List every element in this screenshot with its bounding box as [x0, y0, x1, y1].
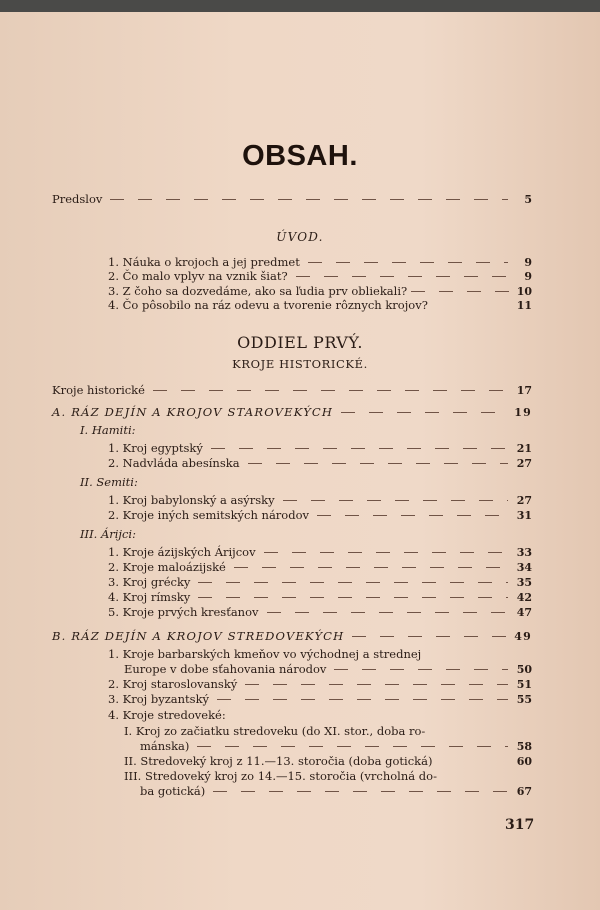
toc-sub-1-line1: I. Kroj zo začiatku stredoveku (do XI. stor., doba ro- [124, 724, 426, 738]
toc-entry-intro-3: 3. Z čoho sa dozvedáme, ako sa ľudia prv obliekali? 10 [108, 284, 532, 298]
group-label-arijci: III. Árijci: [80, 527, 136, 541]
toc-entry-intro-4: 4. Čo pôsobilo na ráz odevu a tvorenie rôznych krojov? 11 [108, 298, 532, 312]
part-heading: ODDIEL PRVÝ. [237, 333, 363, 352]
toc-entry-a3-5: 5. Kroje prvých kresťanov 47 [108, 605, 532, 619]
toc-entry-preface: Predslov 5 [52, 192, 532, 206]
toc-entry-intro-2: 2. Čo malo vplyv na vznik šiat? 9 [108, 269, 532, 283]
page-number: 317 [505, 817, 535, 833]
toc-sub-3-line1: III. Stredoveký kroj zo 14.—15. storočia (vrcholná do- [124, 769, 437, 783]
toc-entry-a3-3: 3. Kroj grécky 35 [108, 575, 532, 589]
toc-entry-a1-1: 1. Kroj egyptský 21 [108, 441, 532, 455]
toc-entry-b-2: 2. Kroj staroslovanský 51 [108, 677, 532, 691]
toc-entry-overview: Kroje historické 17 [52, 383, 532, 397]
group-label-semiti: II. Semiti: [80, 475, 138, 489]
toc-entry-a3-1: 1. Kroje ázijských Árijcov 33 [108, 545, 532, 559]
intro-heading: ÚVOD. [276, 230, 324, 244]
toc-entry-b-1: Europe v dobe sťahovania národov 50 [124, 662, 532, 676]
page-title: OBSAH. [242, 140, 358, 172]
toc-sub-1: mánska) 58 [140, 739, 532, 753]
toc-entry-a2-1: 1. Kroj babylonský a asýrsky 27 [108, 493, 532, 507]
toc-entry-a3-4: 4. Kroj rímsky 42 [108, 590, 532, 604]
top-dark-edge [0, 0, 600, 12]
toc-sub-3: ba gotická) 67 [140, 784, 532, 798]
toc-entry-b-3: 3. Kroj byzantský 55 [108, 692, 532, 706]
toc-entry-b-1-line1: 1. Kroje barbarských kmeňov vo východnej a strednej [108, 647, 422, 661]
toc-entry-intro-1: 1. Náuka o krojoch a jej predmet 9 [108, 255, 532, 269]
toc-entry-a2-2: 2. Kroje iných semitských národov 31 [108, 508, 532, 522]
part-subheading: KROJE HISTORICKÉ. [232, 357, 368, 371]
toc-entry-a3-2: 2. Kroje maloázijské 34 [108, 560, 532, 574]
toc-section-a: A. RÁZ DEJÍN A KROJOV STAROVEKÝCH 19 [52, 405, 532, 419]
toc-entry-b-4: 4. Kroje stredoveké: [108, 708, 226, 722]
toc-section-b: B. RÁZ DEJÍN A KROJOV STREDOVEKÝCH 49 [52, 629, 532, 643]
group-label-hamiti: I. Hamiti: [80, 423, 136, 437]
toc-entry-a1-2: 2. Nadvláda abesínska 27 [108, 456, 532, 470]
toc-sub-2: II. Stredoveký kroj z 11.—13. storočia (doba gotická) 60 [124, 754, 532, 768]
